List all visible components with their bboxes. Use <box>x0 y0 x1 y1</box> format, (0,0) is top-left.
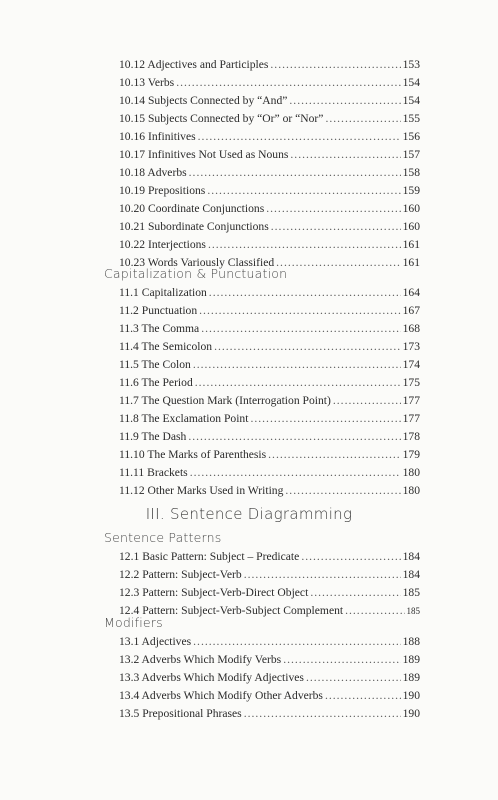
entry-page: 156 <box>402 130 420 143</box>
toc-entry <box>119 687 420 705</box>
toc-entry <box>119 284 420 302</box>
entry-title: 13.5 Prepositional Phrases <box>119 707 242 720</box>
toc-entry <box>119 218 420 236</box>
entry-title: 11.8 The Exclamation Point <box>119 412 249 425</box>
dot-leader <box>266 200 400 218</box>
toc-entry <box>119 446 420 464</box>
toc-entry <box>119 633 420 651</box>
entry-title: 10.12 Adjectives and Participles <box>119 58 269 71</box>
dot-leader <box>289 92 400 110</box>
entry-page: 185 <box>402 586 420 599</box>
entry-page: 168 <box>402 322 420 335</box>
entry-page: 155 <box>402 112 420 125</box>
entry-page: 154 <box>402 94 420 107</box>
entry-page: 184 <box>402 550 420 563</box>
entry-page: 158 <box>402 166 420 179</box>
entry-title: 10.14 Subjects Connected by “And” <box>119 94 288 107</box>
entry-title: 12.3 Pattern: Subject-Verb-Direct Object <box>119 586 309 599</box>
entry-page: 178 <box>402 430 420 443</box>
entry-title: 11.1 Capitalization <box>119 286 207 299</box>
dot-leader <box>208 236 401 254</box>
toc-entry <box>119 92 420 110</box>
entry-page: 189 <box>402 653 420 666</box>
entry-page: 188 <box>402 635 420 648</box>
dot-leader <box>209 284 401 302</box>
toc-entry <box>119 602 420 620</box>
entry-title: 13.1 Adjectives <box>119 635 192 648</box>
entry-title: 11.12 Other Marks Used in Writing <box>119 484 284 497</box>
dot-leader <box>244 566 401 584</box>
entry-page: 159 <box>402 184 420 197</box>
entry-title: 11.4 The Semicolon <box>119 340 213 353</box>
entry-page: 184 <box>402 568 420 581</box>
entry-title: 10.19 Prepositions <box>119 184 206 197</box>
toc-entry <box>119 482 420 500</box>
dot-leader <box>310 584 400 602</box>
toc-entry <box>119 56 420 74</box>
dot-leader <box>244 705 401 723</box>
dot-leader <box>285 482 400 500</box>
dot-leader <box>188 428 400 446</box>
toc-entry <box>119 74 420 92</box>
entry-title: 11.6 The Period <box>119 376 193 389</box>
toc-entry <box>119 236 420 254</box>
entry-page: 161 <box>402 256 420 269</box>
entry-page: 154 <box>402 76 420 89</box>
dot-leader <box>333 392 401 410</box>
entry-page: 177 <box>402 412 420 425</box>
entry-page: 157 <box>402 148 420 161</box>
entry-title: 13.4 Adverbs Which Modify Other Adverbs <box>119 689 323 702</box>
entry-page: 164 <box>402 286 420 299</box>
dot-leader <box>325 110 400 128</box>
dot-leader <box>176 74 400 92</box>
toc-entry <box>119 464 420 482</box>
dot-leader <box>193 633 400 651</box>
toc-entry <box>119 356 420 374</box>
toc-entry <box>119 338 420 356</box>
entry-page: 175 <box>402 376 420 389</box>
toc-entry <box>119 410 420 428</box>
entry-page: 153 <box>402 58 420 71</box>
toc-entry <box>119 128 420 146</box>
dot-leader <box>214 338 401 356</box>
section-heading-sentence-patterns: Sentence Patterns <box>104 530 222 545</box>
toc-entry <box>119 548 420 566</box>
entry-page: 185 <box>406 606 420 616</box>
toc-entry <box>119 110 420 128</box>
dot-leader <box>189 164 401 182</box>
toc-entry <box>119 428 420 446</box>
entry-title: 10.16 Infinitives <box>119 130 196 143</box>
entry-title: 11.7 The Question Mark (Interrogation Point) <box>119 394 331 407</box>
entry-title: 11.2 Punctuation <box>119 304 198 317</box>
dot-leader <box>199 302 400 320</box>
entry-page: 190 <box>402 689 420 702</box>
entry-title: 12.2 Pattern: Subject-Verb <box>119 568 242 581</box>
toc-entry <box>119 146 420 164</box>
dot-leader <box>193 356 401 374</box>
dot-leader <box>195 374 401 392</box>
entry-title: 13.2 Adverbs Which Modify Verbs <box>119 653 282 666</box>
entry-title: 10.21 Subordinate Conjunctions <box>119 220 269 233</box>
toc-entry <box>119 374 420 392</box>
dot-leader <box>270 56 400 74</box>
dot-leader <box>201 320 400 338</box>
dot-leader <box>325 687 401 705</box>
entry-title: 10.13 Verbs <box>119 76 175 89</box>
entry-title: 10.17 Infinitives Not Used as Nouns <box>119 148 289 161</box>
entry-page: 174 <box>402 358 420 371</box>
dot-leader <box>290 146 400 164</box>
entry-page: 180 <box>402 466 420 479</box>
toc-entry <box>119 669 420 687</box>
toc-entry <box>119 705 420 723</box>
dot-leader <box>207 182 400 200</box>
entry-title: 11.9 The Dash <box>119 430 187 443</box>
toc-entry <box>119 584 420 602</box>
entry-title: 11.11 Brackets <box>119 466 188 479</box>
toc-entry <box>119 302 420 320</box>
entry-title: 10.18 Adverbs <box>119 166 187 179</box>
entry-title: 11.3 The Comma <box>119 322 200 335</box>
toc-entry <box>119 651 420 669</box>
entry-page: 160 <box>402 220 420 233</box>
dot-leader <box>283 651 400 669</box>
dot-leader <box>276 254 400 272</box>
entry-page: 190 <box>402 707 420 720</box>
entry-page: 161 <box>402 238 420 251</box>
entry-title: 11.10 The Marks of Parenthesis <box>119 448 267 461</box>
toc-entry <box>119 392 420 410</box>
dot-leader <box>271 218 401 236</box>
entry-title: 11.5 The Colon <box>119 358 191 371</box>
entry-title: 13.3 Adverbs Which Modify Adjectives <box>119 671 304 684</box>
entry-page: 167 <box>402 304 420 317</box>
entry-title: 12.4 Pattern: Subject-Verb-Subject Complement <box>119 604 344 617</box>
dot-leader <box>190 464 401 482</box>
toc-entry <box>119 320 420 338</box>
entry-page: 180 <box>402 484 420 497</box>
dot-leader <box>250 410 400 428</box>
toc-entry <box>119 566 420 584</box>
entry-page: 160 <box>402 202 420 215</box>
dot-leader <box>198 128 401 146</box>
entry-title: 10.22 Interjections <box>119 238 206 251</box>
dot-leader <box>345 602 404 620</box>
toc-entry <box>119 164 420 182</box>
entry-page: 177 <box>402 394 420 407</box>
toc-entry <box>119 200 420 218</box>
toc-entry <box>119 182 420 200</box>
entry-page: 173 <box>402 340 420 353</box>
part-title: III. Sentence Diagramming <box>145 505 353 523</box>
entry-title: 12.1 Basic Pattern: Subject – Predicate <box>119 550 300 563</box>
section-heading-capitalization-punctuation: Capitalization & Punctuation <box>104 266 288 281</box>
entry-title: 10.15 Subjects Connected by “Or” or “Nor” <box>119 112 324 125</box>
entry-title: 10.20 Coordinate Conjunctions <box>119 202 265 215</box>
entry-page: 179 <box>402 448 420 461</box>
dot-leader <box>306 669 401 687</box>
dot-leader <box>268 446 400 464</box>
dot-leader <box>301 548 400 566</box>
entry-page: 189 <box>402 671 420 684</box>
entry-title: 10.23 Words Variously Classified <box>119 256 275 269</box>
section-heading-modifiers: Modifiers <box>104 615 163 630</box>
